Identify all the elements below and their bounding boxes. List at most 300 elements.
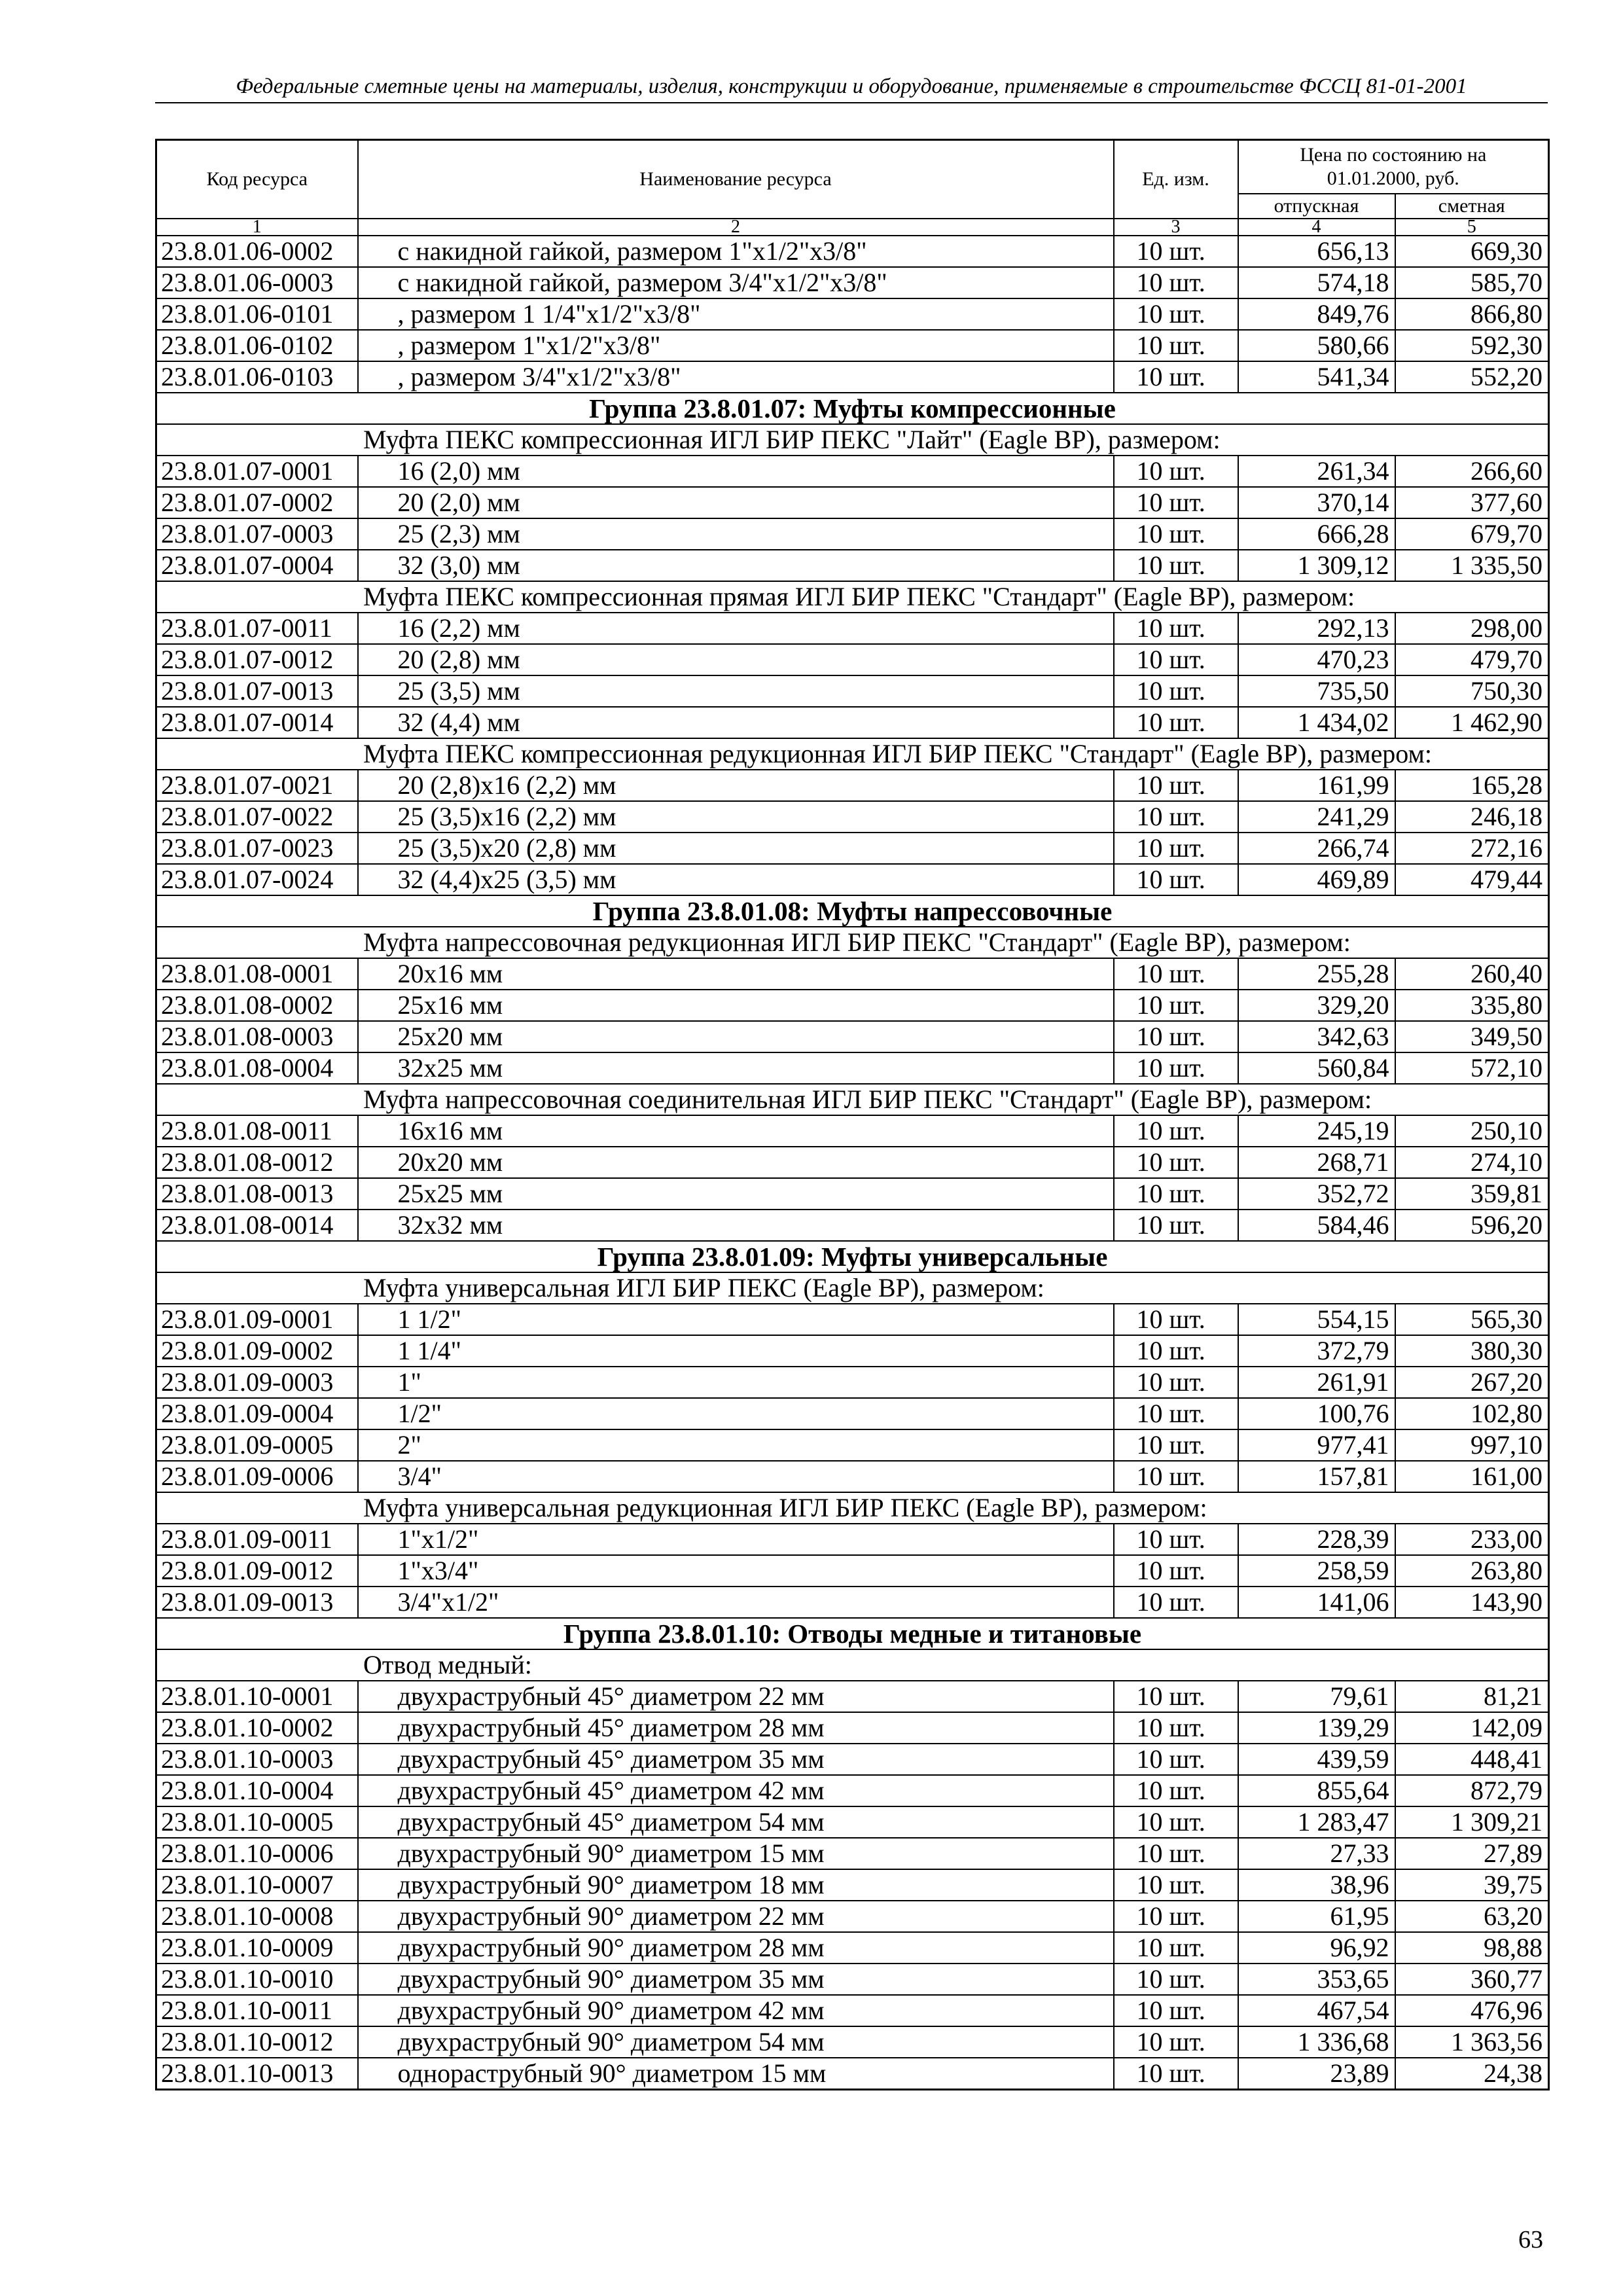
subgroup-title: Муфта универсальная ИГЛ БИР ПЕКС (Eagle BP), размером: bbox=[156, 1272, 1549, 1304]
estimate-price: 360,77 bbox=[1395, 1964, 1549, 1995]
table-body bbox=[156, 236, 1549, 2090]
table-row bbox=[156, 1869, 1549, 1901]
release-price: 79,61 bbox=[1238, 1681, 1395, 1712]
unit-of-measure: 10 шт. bbox=[1114, 1932, 1238, 1964]
release-price: 584,46 bbox=[1238, 1210, 1395, 1241]
resource-code: 23.8.01.07-0001 bbox=[156, 456, 358, 487]
table-row bbox=[156, 236, 1549, 267]
table-row bbox=[156, 675, 1549, 707]
page-number: 63 bbox=[1518, 2226, 1543, 2253]
resource-name: 20 (2,8)x16 (2,2) мм bbox=[358, 770, 1114, 801]
estimate-price: 565,30 bbox=[1395, 1304, 1549, 1335]
resource-name: 1 1/4" bbox=[358, 1335, 1114, 1367]
release-price: 292,13 bbox=[1238, 613, 1395, 644]
resource-name: двухраструбный 90° диаметром 35 мм bbox=[358, 1964, 1114, 1995]
resource-code: 23.8.01.07-0024 bbox=[156, 864, 358, 895]
table-row bbox=[156, 1524, 1549, 1555]
running-header: Федеральные сметные цены на материалы, изделия, конструкции и оборудование, применяемые в строительстве ФССЦ 81-01-2001 bbox=[155, 73, 1548, 103]
table-row bbox=[156, 1367, 1549, 1398]
resource-code: 23.8.01.07-0011 bbox=[156, 613, 358, 644]
estimate-price: 27,89 bbox=[1395, 1838, 1549, 1869]
resource-name: 1"x1/2" bbox=[358, 1524, 1114, 1555]
release-price: 554,15 bbox=[1238, 1304, 1395, 1335]
release-price: 228,39 bbox=[1238, 1524, 1395, 1555]
resource-code: 23.8.01.07-0004 bbox=[156, 550, 358, 581]
table-row bbox=[156, 1964, 1549, 1995]
unit-of-measure: 10 шт. bbox=[1114, 1461, 1238, 1492]
release-price: 261,34 bbox=[1238, 456, 1395, 487]
release-price: 258,59 bbox=[1238, 1555, 1395, 1587]
estimate-price: 39,75 bbox=[1395, 1869, 1549, 1901]
unit-of-measure: 10 шт. bbox=[1114, 1995, 1238, 2026]
release-price: 255,28 bbox=[1238, 958, 1395, 990]
unit-of-measure: 10 шт. bbox=[1114, 361, 1238, 393]
estimate-price: 479,70 bbox=[1395, 644, 1549, 675]
subgroup-title: Муфта ПЕКС компрессионная прямая ИГЛ БИР ПЕКС "Стандарт" (Eagle BP), размером: bbox=[156, 581, 1549, 613]
header-name: Наименование ресурса bbox=[358, 140, 1114, 219]
unit-of-measure: 10 шт. bbox=[1114, 1555, 1238, 1587]
table-row bbox=[156, 1901, 1549, 1932]
table-row bbox=[156, 990, 1549, 1021]
release-price: 541,34 bbox=[1238, 361, 1395, 393]
unit-of-measure: 10 шт. bbox=[1114, 1304, 1238, 1335]
resource-name: двухраструбный 90° диаметром 28 мм bbox=[358, 1932, 1114, 1964]
resource-code: 23.8.01.10-0004 bbox=[156, 1775, 358, 1806]
resource-name: 3/4" bbox=[358, 1461, 1114, 1492]
table-row bbox=[156, 644, 1549, 675]
estimate-price: 572,10 bbox=[1395, 1052, 1549, 1084]
resource-code: 23.8.01.10-0012 bbox=[156, 2026, 358, 2058]
unit-of-measure: 10 шт. bbox=[1114, 1744, 1238, 1775]
subgroup-heading-row bbox=[156, 1492, 1549, 1524]
estimate-price: 267,20 bbox=[1395, 1367, 1549, 1398]
resource-name: 1/2" bbox=[358, 1398, 1114, 1429]
unit-of-measure: 10 шт. bbox=[1114, 770, 1238, 801]
estimate-price: 750,30 bbox=[1395, 675, 1549, 707]
table-row bbox=[156, 1744, 1549, 1775]
subgroup-heading-row bbox=[156, 1649, 1549, 1681]
group-heading-row bbox=[156, 895, 1549, 927]
estimate-price: 142,09 bbox=[1395, 1712, 1549, 1744]
release-price: 470,23 bbox=[1238, 644, 1395, 675]
resource-name: 20 (2,0) мм bbox=[358, 487, 1114, 518]
resource-code: 23.8.01.08-0001 bbox=[156, 958, 358, 990]
release-price: 27,33 bbox=[1238, 1838, 1395, 1869]
resource-code: 23.8.01.09-0012 bbox=[156, 1555, 358, 1587]
header-estimate: сметная bbox=[1395, 194, 1549, 219]
estimate-price: 552,20 bbox=[1395, 361, 1549, 393]
estimate-price: 997,10 bbox=[1395, 1429, 1549, 1461]
release-price: 157,81 bbox=[1238, 1461, 1395, 1492]
resource-code: 23.8.01.10-0005 bbox=[156, 1806, 358, 1838]
estimate-price: 81,21 bbox=[1395, 1681, 1549, 1712]
resource-code: 23.8.01.08-0014 bbox=[156, 1210, 358, 1241]
resource-name: 32 (4,4) мм bbox=[358, 707, 1114, 738]
resource-name: , размером 3/4"x1/2"x3/8" bbox=[358, 361, 1114, 393]
estimate-price: 669,30 bbox=[1395, 236, 1549, 267]
resource-code: 23.8.01.10-0003 bbox=[156, 1744, 358, 1775]
table-row bbox=[156, 267, 1549, 298]
resource-name: 25 (3,5)x20 (2,8) мм bbox=[358, 833, 1114, 864]
unit-of-measure: 10 шт. bbox=[1114, 613, 1238, 644]
table-row bbox=[156, 1304, 1549, 1335]
group-title: Группа 23.8.01.07: Муфты компрессионные bbox=[156, 393, 1549, 424]
unit-of-measure: 10 шт. bbox=[1114, 1681, 1238, 1712]
unit-of-measure: 10 шт. bbox=[1114, 1587, 1238, 1618]
table-row bbox=[156, 1021, 1549, 1052]
price-table bbox=[155, 139, 1550, 2090]
resource-name: 20x16 мм bbox=[358, 958, 1114, 990]
release-price: 352,72 bbox=[1238, 1178, 1395, 1210]
resource-name: двухраструбный 90° диаметром 54 мм bbox=[358, 2026, 1114, 2058]
column-number: 2 bbox=[358, 219, 1114, 236]
unit-of-measure: 10 шт. bbox=[1114, 1335, 1238, 1367]
resource-name: с накидной гайкой, размером 1"x1/2"x3/8" bbox=[358, 236, 1114, 267]
resource-name: двухраструбный 45° диаметром 22 мм bbox=[358, 1681, 1114, 1712]
release-price: 666,28 bbox=[1238, 518, 1395, 550]
unit-of-measure: 10 шт. bbox=[1114, 1869, 1238, 1901]
group-heading-row bbox=[156, 1618, 1549, 1649]
table-row bbox=[156, 1335, 1549, 1367]
table-row bbox=[156, 1587, 1549, 1618]
release-price: 1 283,47 bbox=[1238, 1806, 1395, 1838]
table-row bbox=[156, 1398, 1549, 1429]
table-row bbox=[156, 801, 1549, 833]
release-price: 656,13 bbox=[1238, 236, 1395, 267]
column-number: 5 bbox=[1395, 219, 1549, 236]
release-price: 467,54 bbox=[1238, 1995, 1395, 2026]
resource-code: 23.8.01.06-0102 bbox=[156, 330, 358, 361]
estimate-price: 102,80 bbox=[1395, 1398, 1549, 1429]
resource-name: 25 (2,3) мм bbox=[358, 518, 1114, 550]
table-row bbox=[156, 1806, 1549, 1838]
estimate-price: 246,18 bbox=[1395, 801, 1549, 833]
table-row bbox=[156, 770, 1549, 801]
subgroup-heading-row bbox=[156, 1272, 1549, 1304]
estimate-price: 359,81 bbox=[1395, 1178, 1549, 1210]
resource-code: 23.8.01.09-0011 bbox=[156, 1524, 358, 1555]
resource-code: 23.8.01.06-0002 bbox=[156, 236, 358, 267]
unit-of-measure: 10 шт. bbox=[1114, 1838, 1238, 1869]
subgroup-title: Муфта ПЕКС компрессионная редукционная ИГЛ БИР ПЕКС "Стандарт" (Eagle BP), размером: bbox=[156, 738, 1549, 770]
table-row bbox=[156, 1681, 1549, 1712]
resource-name: двухраструбный 90° диаметром 18 мм bbox=[358, 1869, 1114, 1901]
estimate-price: 161,00 bbox=[1395, 1461, 1549, 1492]
subgroup-heading-row bbox=[156, 1084, 1549, 1115]
resource-code: 23.8.01.08-0003 bbox=[156, 1021, 358, 1052]
resource-name: 16x16 мм bbox=[358, 1115, 1114, 1147]
resource-code: 23.8.01.09-0001 bbox=[156, 1304, 358, 1335]
estimate-price: 592,30 bbox=[1395, 330, 1549, 361]
unit-of-measure: 10 шт. bbox=[1114, 958, 1238, 990]
resource-code: 23.8.01.09-0013 bbox=[156, 1587, 358, 1618]
unit-of-measure: 10 шт. bbox=[1114, 1178, 1238, 1210]
resource-name: двухраструбный 90° диаметром 15 мм bbox=[358, 1838, 1114, 1869]
estimate-price: 335,80 bbox=[1395, 990, 1549, 1021]
estimate-price: 272,16 bbox=[1395, 833, 1549, 864]
release-price: 268,71 bbox=[1238, 1147, 1395, 1178]
release-price: 580,66 bbox=[1238, 330, 1395, 361]
unit-of-measure: 10 шт. bbox=[1114, 707, 1238, 738]
estimate-price: 298,00 bbox=[1395, 613, 1549, 644]
unit-of-measure: 10 шт. bbox=[1114, 1398, 1238, 1429]
estimate-price: 866,80 bbox=[1395, 298, 1549, 330]
group-title: Группа 23.8.01.08: Муфты напрессовочные bbox=[156, 895, 1549, 927]
release-price: 61,95 bbox=[1238, 1901, 1395, 1932]
release-price: 141,06 bbox=[1238, 1587, 1395, 1618]
release-price: 370,14 bbox=[1238, 487, 1395, 518]
resource-code: 23.8.01.10-0013 bbox=[156, 2058, 358, 2090]
resource-name: с накидной гайкой, размером 3/4"x1/2"x3/8" bbox=[358, 267, 1114, 298]
table-row bbox=[156, 1712, 1549, 1744]
estimate-price: 24,38 bbox=[1395, 2058, 1549, 2090]
estimate-price: 143,90 bbox=[1395, 1587, 1549, 1618]
resource-code: 23.8.01.10-0002 bbox=[156, 1712, 358, 1744]
resource-name: двухраструбный 90° диаметром 22 мм bbox=[358, 1901, 1114, 1932]
subgroup-heading-row bbox=[156, 738, 1549, 770]
estimate-price: 250,10 bbox=[1395, 1115, 1549, 1147]
resource-code: 23.8.01.10-0010 bbox=[156, 1964, 358, 1995]
release-price: 100,76 bbox=[1238, 1398, 1395, 1429]
table-row bbox=[156, 613, 1549, 644]
subgroup-title: Муфта напрессовочная соединительная ИГЛ БИР ПЕКС "Стандарт" (Eagle BP), размером: bbox=[156, 1084, 1549, 1115]
table-row bbox=[156, 958, 1549, 990]
header-release: отпускная bbox=[1238, 194, 1395, 219]
resource-name: 32x32 мм bbox=[358, 1210, 1114, 1241]
unit-of-measure: 10 шт. bbox=[1114, 1367, 1238, 1398]
resource-name: , размером 1"x1/2"x3/8" bbox=[358, 330, 1114, 361]
resource-code: 23.8.01.10-0001 bbox=[156, 1681, 358, 1712]
table-row bbox=[156, 1429, 1549, 1461]
unit-of-measure: 10 шт. bbox=[1114, 1021, 1238, 1052]
table-row bbox=[156, 2058, 1549, 2090]
table-row bbox=[156, 1555, 1549, 1587]
release-price: 245,19 bbox=[1238, 1115, 1395, 1147]
table-row bbox=[156, 2026, 1549, 2058]
resource-name: 2" bbox=[358, 1429, 1114, 1461]
table-row bbox=[156, 1052, 1549, 1084]
resource-name: 1"x3/4" bbox=[358, 1555, 1114, 1587]
estimate-price: 596,20 bbox=[1395, 1210, 1549, 1241]
release-price: 261,91 bbox=[1238, 1367, 1395, 1398]
header-price: Цена по состоянию на 01.01.2000, руб. bbox=[1238, 140, 1549, 194]
resource-name: 25x16 мм bbox=[358, 990, 1114, 1021]
release-price: 372,79 bbox=[1238, 1335, 1395, 1367]
release-price: 1 336,68 bbox=[1238, 2026, 1395, 2058]
resource-name: 32 (4,4)x25 (3,5) мм bbox=[358, 864, 1114, 895]
unit-of-measure: 10 шт. bbox=[1114, 675, 1238, 707]
resource-name: 20x20 мм bbox=[358, 1147, 1114, 1178]
unit-of-measure: 10 шт. bbox=[1114, 2058, 1238, 2090]
unit-of-measure: 10 шт. bbox=[1114, 1964, 1238, 1995]
estimate-price: 98,88 bbox=[1395, 1932, 1549, 1964]
column-number: 4 bbox=[1238, 219, 1395, 236]
resource-name: двухраструбный 45° диаметром 35 мм bbox=[358, 1744, 1114, 1775]
table-row bbox=[156, 518, 1549, 550]
resource-name: 32x25 мм bbox=[358, 1052, 1114, 1084]
unit-of-measure: 10 шт. bbox=[1114, 1524, 1238, 1555]
resource-code: 23.8.01.07-0013 bbox=[156, 675, 358, 707]
estimate-price: 872,79 bbox=[1395, 1775, 1549, 1806]
table-row bbox=[156, 1178, 1549, 1210]
table-row bbox=[156, 1838, 1549, 1869]
table-row bbox=[156, 298, 1549, 330]
unit-of-measure: 10 шт. bbox=[1114, 833, 1238, 864]
table-row bbox=[156, 1775, 1549, 1806]
release-price: 353,65 bbox=[1238, 1964, 1395, 1995]
release-price: 439,59 bbox=[1238, 1744, 1395, 1775]
unit-of-measure: 10 шт. bbox=[1114, 1712, 1238, 1744]
resource-code: 23.8.01.07-0012 bbox=[156, 644, 358, 675]
unit-of-measure: 10 шт. bbox=[1114, 267, 1238, 298]
table-row bbox=[156, 1210, 1549, 1241]
unit-of-measure: 10 шт. bbox=[1114, 518, 1238, 550]
resource-code: 23.8.01.08-0004 bbox=[156, 1052, 358, 1084]
release-price: 849,76 bbox=[1238, 298, 1395, 330]
resource-code: 23.8.01.08-0002 bbox=[156, 990, 358, 1021]
release-price: 23,89 bbox=[1238, 2058, 1395, 2090]
unit-of-measure: 10 шт. bbox=[1114, 456, 1238, 487]
group-heading-row bbox=[156, 393, 1549, 424]
table-row bbox=[156, 864, 1549, 895]
resource-name: 3/4"x1/2" bbox=[358, 1587, 1114, 1618]
release-price: 574,18 bbox=[1238, 267, 1395, 298]
resource-code: 23.8.01.09-0006 bbox=[156, 1461, 358, 1492]
estimate-price: 585,70 bbox=[1395, 267, 1549, 298]
subgroup-title: Муфта напрессовочная редукционная ИГЛ БИР ПЕКС "Стандарт" (Eagle BP), размером: bbox=[156, 927, 1549, 958]
unit-of-measure: 10 шт. bbox=[1114, 1115, 1238, 1147]
resource-name: однораструбный 90° диаметром 15 мм bbox=[358, 2058, 1114, 2090]
resource-code: 23.8.01.06-0101 bbox=[156, 298, 358, 330]
resource-code: 23.8.01.07-0002 bbox=[156, 487, 358, 518]
table-row bbox=[156, 330, 1549, 361]
subgroup-title: Муфта ПЕКС компрессионная ИГЛ БИР ПЕКС "Лайт" (Eagle BP), размером: bbox=[156, 424, 1549, 456]
estimate-price: 380,30 bbox=[1395, 1335, 1549, 1367]
release-price: 977,41 bbox=[1238, 1429, 1395, 1461]
estimate-price: 377,60 bbox=[1395, 487, 1549, 518]
table-row bbox=[156, 1461, 1549, 1492]
unit-of-measure: 10 шт. bbox=[1114, 864, 1238, 895]
estimate-price: 263,80 bbox=[1395, 1555, 1549, 1587]
release-price: 855,64 bbox=[1238, 1775, 1395, 1806]
unit-of-measure: 10 шт. bbox=[1114, 1210, 1238, 1241]
resource-name: 25x20 мм bbox=[358, 1021, 1114, 1052]
group-title: Группа 23.8.01.09: Муфты универсальные bbox=[156, 1241, 1549, 1272]
resource-name: 16 (2,2) мм bbox=[358, 613, 1114, 644]
resource-name: двухраструбный 45° диаметром 54 мм bbox=[358, 1806, 1114, 1838]
table-row bbox=[156, 1932, 1549, 1964]
estimate-price: 274,10 bbox=[1395, 1147, 1549, 1178]
header-code: Код ресурса bbox=[156, 140, 358, 219]
column-number: 3 bbox=[1114, 219, 1238, 236]
unit-of-measure: 10 шт. bbox=[1114, 236, 1238, 267]
estimate-price: 1 462,90 bbox=[1395, 707, 1549, 738]
release-price: 560,84 bbox=[1238, 1052, 1395, 1084]
release-price: 38,96 bbox=[1238, 1869, 1395, 1901]
estimate-price: 1 363,56 bbox=[1395, 2026, 1549, 2058]
unit-of-measure: 10 шт. bbox=[1114, 1147, 1238, 1178]
estimate-price: 479,44 bbox=[1395, 864, 1549, 895]
release-price: 1 434,02 bbox=[1238, 707, 1395, 738]
resource-code: 23.8.01.10-0006 bbox=[156, 1838, 358, 1869]
resource-code: 23.8.01.08-0013 bbox=[156, 1178, 358, 1210]
release-price: 266,74 bbox=[1238, 833, 1395, 864]
subgroup-title: Муфта универсальная редукционная ИГЛ БИР ПЕКС (Eagle BP), размером: bbox=[156, 1492, 1549, 1524]
resource-name: 1 1/2" bbox=[358, 1304, 1114, 1335]
resource-name: двухраструбный 45° диаметром 28 мм bbox=[358, 1712, 1114, 1744]
table-row bbox=[156, 550, 1549, 581]
header-unit: Ед. изм. bbox=[1114, 140, 1238, 219]
unit-of-measure: 10 шт. bbox=[1114, 550, 1238, 581]
table-row bbox=[156, 1995, 1549, 2026]
unit-of-measure: 10 шт. bbox=[1114, 1901, 1238, 1932]
estimate-price: 233,00 bbox=[1395, 1524, 1549, 1555]
release-price: 342,63 bbox=[1238, 1021, 1395, 1052]
release-price: 241,29 bbox=[1238, 801, 1395, 833]
column-numbers-row bbox=[156, 219, 1549, 236]
resource-name: 16 (2,0) мм bbox=[358, 456, 1114, 487]
release-price: 1 309,12 bbox=[1238, 550, 1395, 581]
unit-of-measure: 10 шт. bbox=[1114, 2026, 1238, 2058]
estimate-price: 448,41 bbox=[1395, 1744, 1549, 1775]
resource-code: 23.8.01.06-0003 bbox=[156, 267, 358, 298]
release-price: 161,99 bbox=[1238, 770, 1395, 801]
unit-of-measure: 10 шт. bbox=[1114, 298, 1238, 330]
estimate-price: 679,70 bbox=[1395, 518, 1549, 550]
resource-name: 32 (3,0) мм bbox=[358, 550, 1114, 581]
resource-code: 23.8.01.09-0003 bbox=[156, 1367, 358, 1398]
resource-code: 23.8.01.07-0023 bbox=[156, 833, 358, 864]
release-price: 139,29 bbox=[1238, 1712, 1395, 1744]
unit-of-measure: 10 шт. bbox=[1114, 644, 1238, 675]
resource-code: 23.8.01.07-0022 bbox=[156, 801, 358, 833]
table-row bbox=[156, 833, 1549, 864]
resource-code: 23.8.01.09-0004 bbox=[156, 1398, 358, 1429]
resource-code: 23.8.01.07-0014 bbox=[156, 707, 358, 738]
resource-code: 23.8.01.07-0021 bbox=[156, 770, 358, 801]
unit-of-measure: 10 шт. bbox=[1114, 1429, 1238, 1461]
release-price: 96,92 bbox=[1238, 1932, 1395, 1964]
subgroup-heading-row bbox=[156, 424, 1549, 456]
resource-code: 23.8.01.10-0007 bbox=[156, 1869, 358, 1901]
resource-code: 23.8.01.10-0009 bbox=[156, 1932, 358, 1964]
estimate-price: 260,40 bbox=[1395, 958, 1549, 990]
resource-code: 23.8.01.09-0002 bbox=[156, 1335, 358, 1367]
unit-of-measure: 10 шт. bbox=[1114, 1052, 1238, 1084]
resource-code: 23.8.01.07-0003 bbox=[156, 518, 358, 550]
unit-of-measure: 10 шт. bbox=[1114, 487, 1238, 518]
resource-name: 25 (3,5)x16 (2,2) мм bbox=[358, 801, 1114, 833]
estimate-price: 266,60 bbox=[1395, 456, 1549, 487]
resource-name: 25x25 мм bbox=[358, 1178, 1114, 1210]
resource-code: 23.8.01.10-0008 bbox=[156, 1901, 358, 1932]
estimate-price: 349,50 bbox=[1395, 1021, 1549, 1052]
group-title: Группа 23.8.01.10: Отводы медные и титановые bbox=[156, 1618, 1549, 1649]
subgroup-heading-row bbox=[156, 581, 1549, 613]
release-price: 735,50 bbox=[1238, 675, 1395, 707]
estimate-price: 476,96 bbox=[1395, 1995, 1549, 2026]
column-number: 1 bbox=[156, 219, 358, 236]
resource-name: 25 (3,5) мм bbox=[358, 675, 1114, 707]
resource-code: 23.8.01.10-0011 bbox=[156, 1995, 358, 2026]
resource-name: двухраструбный 45° диаметром 42 мм bbox=[358, 1775, 1114, 1806]
table-row bbox=[156, 1115, 1549, 1147]
unit-of-measure: 10 шт. bbox=[1114, 1806, 1238, 1838]
estimate-price: 63,20 bbox=[1395, 1901, 1549, 1932]
unit-of-measure: 10 шт. bbox=[1114, 801, 1238, 833]
release-price: 329,20 bbox=[1238, 990, 1395, 1021]
resource-name: 1" bbox=[358, 1367, 1114, 1398]
